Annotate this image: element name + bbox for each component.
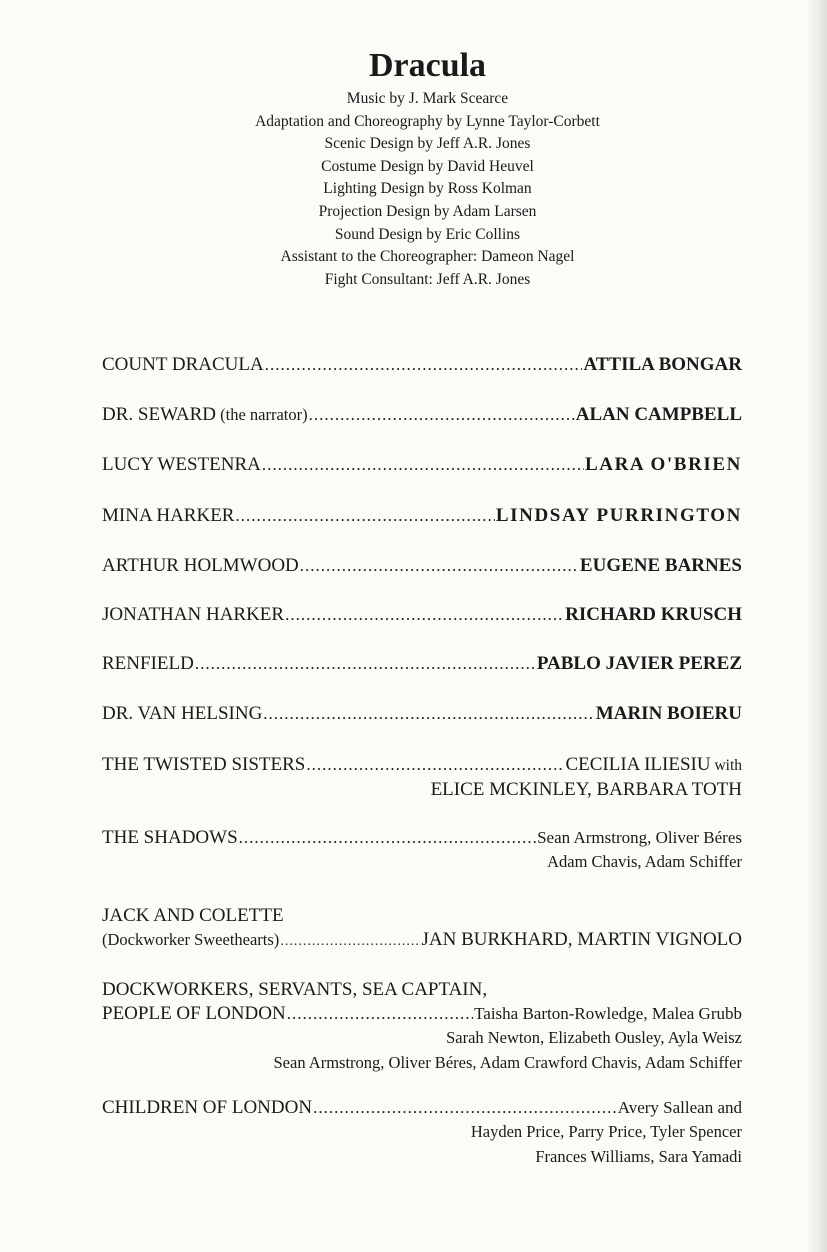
credit-line: Assistant to the Choreographer: Dameon Nagel <box>280 248 575 266</box>
dot-leader <box>285 605 564 625</box>
cast-entry <box>102 454 742 476</box>
role-name: MINA HARKER <box>102 505 235 526</box>
creative-credits <box>0 88 827 291</box>
credit-line: Scenic Design by Jeff A.R. Jones <box>324 135 531 153</box>
actor-continuation: ELICE MCKINLEY, BARBARA TOTH <box>430 779 742 800</box>
cast-entry <box>102 703 742 725</box>
credit-line: Fight Consultant: Jeff A.R. Jones <box>324 270 531 288</box>
actor-name: LINDSAY PURRINGTON <box>495 505 742 526</box>
role-name: ARTHUR HOLMWOOD <box>102 555 299 576</box>
role-name: DOCKWORKERS, SERVANTS, SEA CAPTAIN, <box>102 979 488 1000</box>
role-name: (Dockworker Sweethearts) <box>102 930 280 949</box>
role-name: RENFIELD <box>102 653 194 674</box>
cast-entry <box>102 555 742 577</box>
dot-leader <box>287 1004 473 1024</box>
role-name: JACK AND COLETTE <box>102 905 284 926</box>
dot-leader <box>265 355 583 375</box>
credits-header <box>0 46 827 291</box>
actor-name: JAN BURKHARD, MARTIN VIGNOLO <box>421 929 742 950</box>
credit-line: Adaptation and Choreography by Lynne Taylor-Corbett <box>255 112 600 130</box>
role-name: COUNT DRACULA <box>102 354 264 375</box>
cast-entry <box>102 404 742 426</box>
credit-line: Lighting Design by Ross Kolman <box>323 180 532 198</box>
actor-name: Avery Sallean and <box>617 1098 742 1117</box>
actor-name: Taisha Barton-Rowledge, Malea Grubb <box>474 1004 742 1023</box>
credit-line: Music by J. Mark Scearce <box>346 90 509 107</box>
role-name: LUCY WESTENRA <box>102 454 261 475</box>
dot-leader <box>280 934 420 950</box>
show-title: Dracula <box>368 47 487 84</box>
cast-entry <box>102 653 742 675</box>
credit-line: Projection Design by Adam Larsen <box>318 202 537 220</box>
cast-entry <box>102 977 742 1075</box>
cast-entry <box>102 827 742 874</box>
role-name: DR. SEWARD (the narrator) <box>102 404 308 425</box>
cast-entry <box>102 1097 742 1169</box>
actor-name: Sean Armstrong, Oliver Béres <box>537 828 742 847</box>
actor-name: LARA O'BRIEN <box>585 454 742 475</box>
actor-name: ATTILA BONGAR <box>583 354 742 375</box>
role-name: JONATHAN HARKER <box>102 604 285 625</box>
cast-entry <box>102 604 742 626</box>
dot-leader <box>306 755 564 775</box>
actor-continuation: Frances Williams, Sara Yamadi <box>535 1147 742 1166</box>
actor-name: PABLO JAVIER PEREZ <box>536 653 742 674</box>
dot-leader <box>313 1098 617 1118</box>
actor-name: RICHARD KRUSCH <box>565 604 742 625</box>
role-name: CHILDREN OF LONDON <box>102 1097 313 1118</box>
actor-continuation: Adam Chavis, Adam Schiffer <box>547 852 742 871</box>
role-note: (the narrator) <box>216 405 308 424</box>
credit-line: Sound Design by Eric Collins <box>334 225 521 243</box>
dot-leader <box>235 506 494 526</box>
credit-line: Costume Design by David Heuvel <box>321 157 534 175</box>
actor-name: CECILIA ILIESIU with <box>565 754 742 775</box>
actor-name: EUGENE BARNES <box>579 555 742 576</box>
role-name: PEOPLE OF LONDON <box>102 1003 286 1024</box>
actor-name: ALAN CAMPBELL <box>575 404 742 425</box>
cast-entry <box>102 505 742 527</box>
actor-continuation: Hayden Price, Parry Price, Tyler Spencer <box>470 1122 742 1141</box>
role-name: THE SHADOWS <box>102 827 238 848</box>
actor-name: MARIN BOIERU <box>595 703 742 724</box>
dot-leader <box>309 405 575 425</box>
dot-leader <box>263 704 595 724</box>
actor-continuation: Sean Armstrong, Oliver Béres, Adam Crawford Chavis, Adam Schiffer <box>273 1053 742 1072</box>
cast-entry <box>102 354 742 376</box>
dot-leader <box>195 654 536 674</box>
cast-entry <box>102 903 742 951</box>
role-name: DR. VAN HELSING <box>102 703 263 724</box>
actor-continuation: Sarah Newton, Elizabeth Ousley, Ayla Weisz <box>446 1028 742 1047</box>
dot-leader <box>239 828 536 848</box>
role-name: THE TWISTED SISTERS <box>102 754 306 775</box>
dot-leader <box>300 556 579 576</box>
actor-suffix: with <box>710 757 742 774</box>
cast-entry <box>102 754 742 804</box>
dot-leader <box>262 455 584 475</box>
